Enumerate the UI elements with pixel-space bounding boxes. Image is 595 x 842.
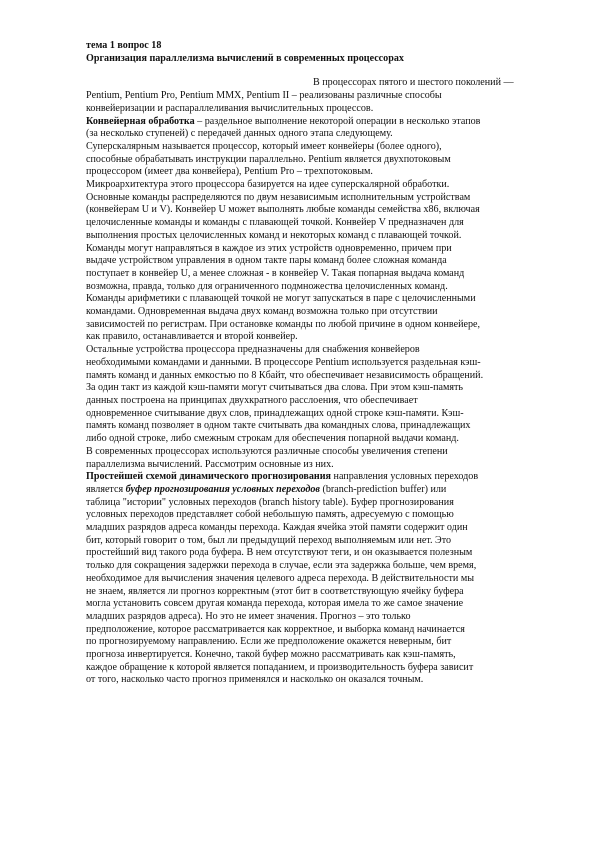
text-line: могла установить совсем другая команда перехода, которая имела то же самое значение bbox=[86, 598, 464, 610]
text-line: способные обрабатывать инструкции параллельно. Pentium является двухпотоковым bbox=[86, 153, 451, 165]
cache-paragraph bbox=[86, 344, 518, 471]
intro-first-line: В процессорах пятого и шестого поколений — bbox=[313, 77, 514, 89]
text-line: Pentium, Pentium Pro, Pentium MMX, Pentium II – реализованы различные способы bbox=[86, 90, 442, 102]
text-line: как правило, останавливается и второй конвейер. bbox=[86, 331, 298, 343]
superscalar-paragraph bbox=[86, 141, 518, 179]
text-line: память команд позволяет в одном такте считывать два командных слова, принадлежащих bbox=[86, 420, 471, 432]
text-line: Команды могут направляться в каждое из этих устройств одновременно, причем при bbox=[86, 242, 452, 254]
microarchitecture-paragraph bbox=[86, 179, 518, 344]
text-line: В современных процессорах используются различные способы увеличения степени bbox=[86, 445, 448, 457]
pipeline-continuation: (за несколько ступеней) с передачей данных одного этапа следующему. bbox=[86, 128, 393, 140]
text-line: каждое обращение к которой является попаданием, и производительность буфера зависит bbox=[86, 661, 474, 673]
text-line: необходимыми командами и данными. В процессоре Pentium используется раздельная кэш- bbox=[86, 356, 481, 368]
text-line: бит, который говорит о том, был ли предыдущий переход выполняемым или нет. Это bbox=[86, 534, 452, 546]
text-line: либо одной строке, либо смежным строкам для обеспечения попарной выдачи команд. bbox=[86, 433, 459, 445]
text-line: условных переходов представляет собой небольшую память, адресуемую с помощью bbox=[86, 509, 454, 521]
branch-buffer-term: буфер прогнозирования условных переходов bbox=[125, 483, 320, 495]
document-title: Организация параллелизма вычислений в современных процессорах bbox=[86, 52, 404, 64]
text-line: младших разрядов адреса). Но это не имеет значения. Прогноз – это только bbox=[86, 610, 411, 622]
branch-heading-text: направления условных переходов bbox=[331, 471, 479, 483]
text-line: одновременное считывание двух слов, принадлежащих одной строке кэш-памяти. Кэш- bbox=[86, 407, 464, 419]
text-line: память команд и данных емкостью по 8 Кбайт, что обеспечивает независимость обращений. bbox=[86, 369, 484, 381]
document-page bbox=[86, 40, 518, 687]
text-line: предположение, которое рассматривается как корректное, и выборка команд начинается bbox=[86, 623, 465, 635]
text-line: таблица "истории" условных переходов (branch history table). Буфер прогнозирования bbox=[86, 496, 454, 508]
text-line: конвейеризации и распараллеливания вычислительных процессов. bbox=[86, 102, 374, 114]
branch-heading-line bbox=[86, 471, 518, 484]
text-line: по прогнозируемому направлению. Если же предположение окажется неверным, бит bbox=[86, 636, 452, 648]
text-line: (конвейерам U и V). Конвейер U может выполнять любые команды семейства x86, включая bbox=[86, 204, 480, 216]
branch-post-text: (branch-prediction buffer) или bbox=[319, 483, 447, 495]
branch-buffer-line bbox=[86, 484, 518, 497]
intro-paragraph bbox=[86, 90, 518, 115]
branch-pre-text: является bbox=[86, 483, 126, 495]
pipeline-definition bbox=[86, 116, 518, 129]
text-line: Остальные устройства процессора предназначены для снабжения конвейеров bbox=[86, 344, 420, 356]
text-line: возможна, правда, только для ограниченного подмножества целочисленных команд. bbox=[86, 280, 448, 292]
text-line: данных построена на принципах двухкратного расслоения, что обеспечивает bbox=[86, 394, 418, 406]
text-line: прогноза инвертируется. Конечно, такой буфер можно рассматривать как кэш-память, bbox=[86, 649, 456, 661]
text-line: Команды арифметики с плавающей точкой не могут запускаться в паре с целочисленными bbox=[86, 293, 476, 305]
branch-term: Простейшей схемой динамического прогнозирования bbox=[86, 471, 332, 483]
spacer bbox=[86, 65, 518, 77]
pipeline-text: – раздельное выполнение некоторой операции в несколько этапов bbox=[194, 115, 481, 127]
branch-paragraph bbox=[86, 497, 518, 688]
text-line: целочисленные команды и команды с плавающей точкой. Конвейер V предназначен для bbox=[86, 217, 464, 229]
text-line: параллелизма вычислений. Рассмотрим основные из них. bbox=[86, 458, 334, 470]
text-line: Микроархитектура этого процессора базируется на идее суперскалярной обработки. bbox=[86, 179, 450, 191]
text-line: выдаче устройством управления в одном такте пары команд более сложная команда bbox=[86, 255, 447, 267]
text-line: необходимое для вычисления значения целевого адреса перехода. В действительности мы bbox=[86, 572, 475, 584]
text-line: Суперскалярным называется процессор, который имеет конвейеры (более одного), bbox=[86, 140, 442, 152]
text-line: простейший вид такого рода буфера. В нем отсутствуют теги, и он оказывается полезным bbox=[86, 547, 473, 559]
text-line: выполнения простых целочисленных команд и некоторых команд с плавающей точкой. bbox=[86, 229, 462, 241]
pipeline-term: Конвейерная обработка bbox=[86, 115, 195, 127]
text-line: не знаем, является ли прогноз корректным (этот бит в соответствующую ячейку буфера bbox=[86, 585, 464, 597]
text-line: младших разрядов адреса команды перехода. Каждая ячейка этой памяти содержит один bbox=[86, 522, 468, 534]
text-line: процессором (имеет два конвейера), Pentium Pro – трехпотоковым. bbox=[86, 166, 373, 178]
text-line: За один такт из каждой кэш-памяти могут считываться два слова. При этом кэш-память bbox=[86, 382, 464, 394]
text-line: Основные команды распределяются по двум независимым исполнительным устройствам bbox=[86, 191, 471, 203]
text-line: зависимостей по регистрам. При остановке команды по любой причине в одном конвейере, bbox=[86, 318, 481, 330]
text-line: командами. Одновременная выдача двух команд возможна только при отсутствии bbox=[86, 306, 438, 318]
topic-label: тема 1 вопрос 18 bbox=[86, 40, 162, 51]
text-line: поступает в конвейер U, а менее сложная - в конвейер V. Такая попарная выдача команд bbox=[86, 267, 465, 279]
text-line: от того, насколько часто прогноз применялся и насколько он оказался точным. bbox=[86, 674, 424, 686]
text-line: только для сокращения задержки перехода в случае, если эта задержка больше, чем время, bbox=[86, 560, 477, 572]
